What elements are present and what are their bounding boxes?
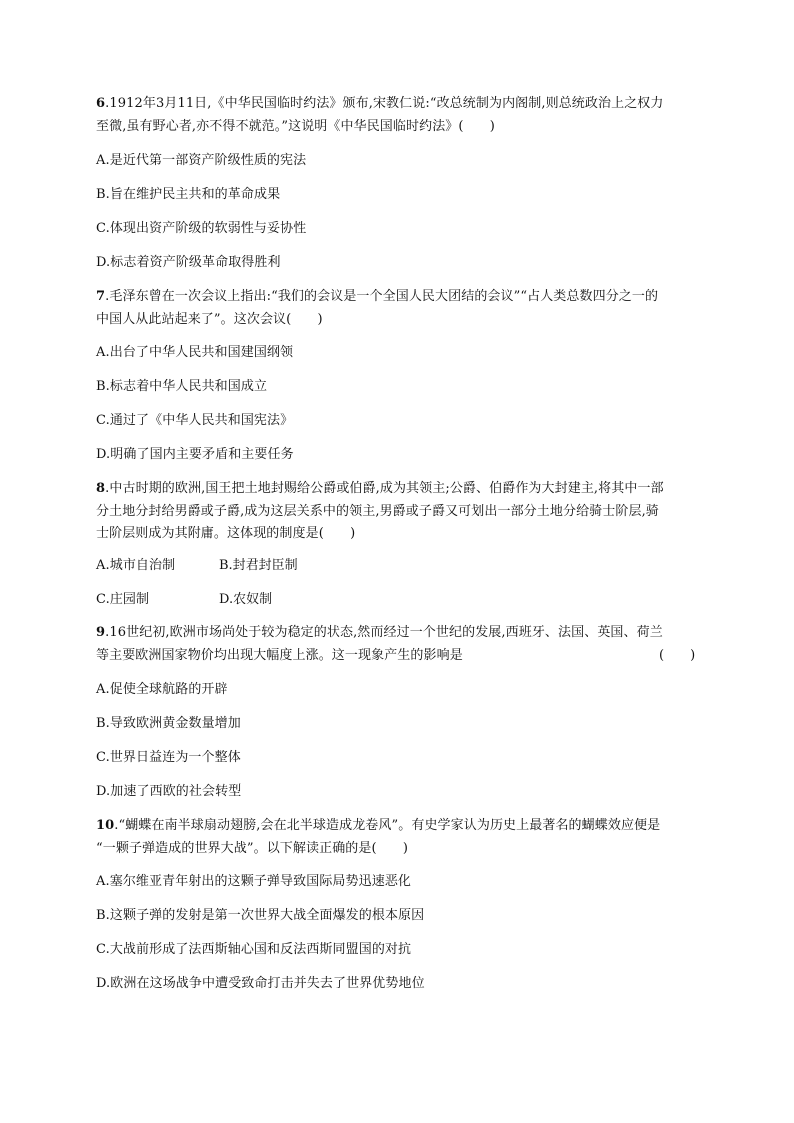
option-d: D.欧洲在这场战争中遭受致命打击并失去了世界优势地位 xyxy=(96,976,425,991)
question-number: 7 xyxy=(96,289,106,304)
question-stem-line: 7.毛泽东曾在一次会议上指出:“我们的会议是一个全国人民大团结的会议”“占人类总数四分之一的 xyxy=(96,289,659,304)
option-c: C.世界日益连为一个整体 xyxy=(96,750,241,765)
option-a: A.城市自治制 xyxy=(96,558,176,573)
option-d: D.明确了国内主要矛盾和主要任务 xyxy=(96,447,294,462)
question-stem-line: 9.16世纪初,欧洲市场尚处于较为稳定的状态,然而经过一个世纪的发展,西班牙、法国、英国、荷兰 xyxy=(96,625,663,640)
option-a: A.出台了中华人民共和国建国纲领 xyxy=(96,345,294,360)
option-d: D.标志着资产阶级革命取得胜利 xyxy=(96,255,281,270)
question-number: 10 xyxy=(96,818,115,833)
question-stem-line: 10.“蝴蝶在南半球扇动翅膀,会在北半球造成龙卷风”。有史学家认为历史上最著名的蝴蝶效应便是 xyxy=(96,818,661,833)
question-number: 6 xyxy=(96,96,106,111)
option-c: C.庄园制 xyxy=(96,592,150,607)
option-d: D.加速了西欧的社会转型 xyxy=(96,784,242,799)
option-c: C.通过了《中华人民共和国宪法》 xyxy=(96,413,294,428)
question-stem-line: “一颗子弹造成的世界大战”。以下解读正确的是( ) xyxy=(96,841,409,856)
question-number: 8 xyxy=(96,481,106,496)
option-d: D.农奴制 xyxy=(219,592,273,607)
question-stem-line: 8.中古时期的欧洲,国王把土地封赐给公爵或伯爵,成为其领主;公爵、伯爵作为大封建主,将其中一部 xyxy=(96,481,664,496)
option-a: A.塞尔维亚青年射出的这颗子弹导致国际局势迅速恶化 xyxy=(96,874,412,889)
option-b: B.这颗子弹的发射是第一次世界大战全面爆发的根本原因 xyxy=(96,908,425,923)
answer-parenthesis: ( ) xyxy=(659,648,696,663)
option-a: A.促使全球航路的开辟 xyxy=(96,682,228,697)
option-a: A.是近代第一部资产阶级性质的宪法 xyxy=(96,153,307,168)
question-stem-line: 等主要欧洲国家物价均出现大幅度上涨。这一现象产生的影响是 xyxy=(96,648,463,663)
option-b: B.标志着中华人民共和国成立 xyxy=(96,379,268,394)
question-stem-line: 至微,虽有野心者,亦不得不就范。”这说明《中华民国临时约法》( ) xyxy=(96,119,495,134)
option-b: B.旨在维护民主共和的革命成果 xyxy=(96,187,281,202)
question-stem-line: 6.1912年3月11日,《中华民国临时约法》颁布,宋教仁说:“改总统制为内阁制,则总统政治上之权力 xyxy=(96,96,664,111)
option-c: C.体现出资产阶级的软弱性与妥协性 xyxy=(96,221,307,236)
question-stem-line: 分土地分封给男爵或子爵,成为这层关系中的领主,男爵或子爵又可划出一部分土地分给骑士阶层,骑 xyxy=(96,504,659,519)
question-number: 9 xyxy=(96,625,106,640)
option-b: B.导致欧洲黄金数量增加 xyxy=(96,716,241,731)
question-stem-line: 中国人从此站起来了”。这次会议( ) xyxy=(96,312,323,327)
question-stem-line: 士阶层则成为其附庸。这体现的制度是( ) xyxy=(96,526,356,541)
option-b: B.封君封臣制 xyxy=(219,558,298,573)
option-c: C.大战前形成了法西斯轴心国和反法西斯同盟国的对抗 xyxy=(96,942,412,957)
